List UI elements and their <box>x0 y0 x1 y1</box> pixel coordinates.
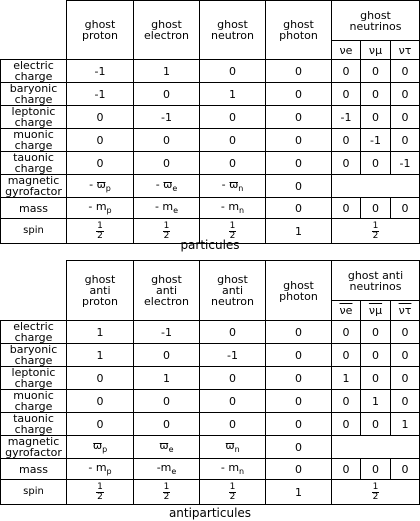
row-label-leptonic-charge: leptonic charge <box>1 106 67 129</box>
table-cell: -1 <box>67 60 134 83</box>
particles-caption: particules <box>180 238 240 252</box>
antineutrino-tau-header: $\overline{\nu\tau}$ <box>391 301 420 321</box>
table-row <box>1 198 420 219</box>
table-cell: 1 <box>361 390 391 413</box>
table-cell: 1 <box>134 367 200 390</box>
table-cell: 0 <box>266 198 332 219</box>
table-cell: - $m_p$ <box>67 198 134 219</box>
table-cell: 0 <box>134 344 200 367</box>
corner-cell <box>1 261 67 321</box>
antiparticles-caption: antiparticules <box>168 506 252 520</box>
table-cell: 0 <box>361 413 391 436</box>
table-cell: 0 <box>134 413 200 436</box>
row-label-electric-charge: electric charge <box>1 321 67 344</box>
table-cell: 1 <box>200 83 266 106</box>
table-cell: 0 <box>391 83 420 106</box>
table-cell: 0 <box>332 344 361 367</box>
table-cell: 0 <box>391 321 420 344</box>
table-cell: 1 <box>67 321 134 344</box>
table-cell: - $m_p$ <box>67 459 134 480</box>
particles-table <box>0 0 420 244</box>
empty-cell <box>332 175 420 198</box>
table-cell: 0 <box>332 459 361 480</box>
table-cell: 0 <box>332 129 361 152</box>
table-cell: 0 <box>266 344 332 367</box>
antineutrino-electron-header: $\overline{\nu e}$ <box>332 301 361 321</box>
one-half-fraction: $\frac{1}{2}$ <box>97 220 103 241</box>
table-cell: -1 <box>134 106 200 129</box>
table-row <box>1 459 420 480</box>
table-row <box>1 60 420 83</box>
table-row <box>1 152 420 175</box>
table-cell: 0 <box>332 152 361 175</box>
table-cell: 1 <box>391 413 420 436</box>
row-label-electric-charge: electric charge <box>1 60 67 83</box>
one-half-fraction: $\frac{1}{2}$ <box>163 481 170 502</box>
table-cell: 0 <box>134 129 200 152</box>
row-label-leptonic-charge: leptonic charge <box>1 367 67 390</box>
table-cell: 0 <box>332 321 361 344</box>
header-ghost-antineutrinos: ghost anti neutrinos <box>332 261 420 301</box>
neutrino-electron-header: νe <box>332 41 361 60</box>
table-cell: 0 <box>266 390 332 413</box>
table-row <box>1 344 420 367</box>
spin-cell <box>200 480 266 505</box>
table-cell: 0 <box>361 106 391 129</box>
header-ghost-antineutron: ghost anti neutron <box>200 261 266 321</box>
table-cell: 0 <box>361 321 391 344</box>
table-cell: 0 <box>391 106 420 129</box>
table-cell: 0 <box>361 367 391 390</box>
table-cell: 0 <box>67 152 134 175</box>
one-half-fraction: $\frac{1}{2}$ <box>97 481 103 502</box>
header-ghost-proton: ghost proton <box>67 1 134 60</box>
table-cell: -1 <box>332 106 361 129</box>
table-cell: 0 <box>391 367 420 390</box>
table-cell: -1 <box>67 83 134 106</box>
table-cell: 0 <box>200 367 266 390</box>
table-cell: 0 <box>200 390 266 413</box>
table-cell: 0 <box>391 198 420 219</box>
row-label-mass: mass <box>1 459 67 480</box>
table-row <box>1 436 420 459</box>
table-cell: 0 <box>361 459 391 480</box>
table-cell: 0 <box>67 390 134 413</box>
header-ghost-antielectron: ghost anti electron <box>134 261 200 321</box>
table-cell: 0 <box>200 106 266 129</box>
table-cell: 0 <box>200 413 266 436</box>
row-label-tauonic-charge: tauonic charge <box>1 413 67 436</box>
table-cell: 0 <box>134 390 200 413</box>
table-cell: 0 <box>361 83 391 106</box>
table-cell: - $m_e$ <box>134 198 200 219</box>
header-ghost-antiproton: ghost anti proton <box>67 261 134 321</box>
spin-cell: 1 <box>266 480 332 505</box>
table-cell: 0 <box>67 129 134 152</box>
table-cell: $ϖ_p$ <box>67 436 134 459</box>
table-row <box>1 367 420 390</box>
table-cell: 0 <box>266 175 332 198</box>
table-cell: 0 <box>391 129 420 152</box>
row-label-tauonic-charge: tauonic charge <box>1 152 67 175</box>
one-half-fraction: $\frac{1}{2}$ <box>372 481 379 502</box>
table-cell: 0 <box>361 198 391 219</box>
neutrino-muon-header: νμ <box>361 41 391 60</box>
table-cell: 0 <box>332 198 361 219</box>
table-cell: 0 <box>200 129 266 152</box>
table-cell: 0 <box>266 152 332 175</box>
table-cell: 0 <box>266 129 332 152</box>
table-row <box>1 413 420 436</box>
table-cell: $ϖ_n$ <box>200 436 266 459</box>
table-cell: 1 <box>332 367 361 390</box>
table-cell: 0 <box>266 367 332 390</box>
table-cell: 0 <box>266 413 332 436</box>
antiparticles-body <box>1 321 420 505</box>
table-cell: - $m_n$ <box>200 459 266 480</box>
table-cell: -1 <box>200 344 266 367</box>
corner-cell <box>1 1 67 60</box>
table-cell: - $ϖ_p$ <box>67 175 134 198</box>
table-cell: 0 <box>266 83 332 106</box>
header-ghost-electron: ghost electron <box>134 1 200 60</box>
spin-cell <box>67 480 134 505</box>
one-half-fraction: $\frac{1}{2}$ <box>229 220 236 241</box>
table-cell: 0 <box>200 152 266 175</box>
row-label-mass: mass <box>1 198 67 219</box>
table-cell: -1 <box>361 129 391 152</box>
table-cell: 1 <box>134 60 200 83</box>
table-cell: 1 <box>67 344 134 367</box>
table-cell: 0 <box>361 344 391 367</box>
row-label-baryonic-charge: baryonic charge <box>1 83 67 106</box>
table-row <box>1 321 420 344</box>
table-cell: 0 <box>67 106 134 129</box>
spin-cell: 1 <box>266 219 332 244</box>
table-cell: 0 <box>200 60 266 83</box>
table-cell: 0 <box>332 83 361 106</box>
row-label-magnetic-gyrofactor: magnetic gyrofactor <box>1 436 67 459</box>
header-ghost-photon: ghost photon <box>266 261 332 321</box>
table-cell: 0 <box>391 344 420 367</box>
one-half-fraction: $\frac{1}{2}$ <box>372 220 379 241</box>
table-cell: 0 <box>332 60 361 83</box>
one-half-fraction: $\frac{1}{2}$ <box>163 220 170 241</box>
table-cell: 0 <box>391 60 420 83</box>
table-cell: 0 <box>361 152 391 175</box>
table-cell: $ϖ_e$ <box>134 436 200 459</box>
table-row <box>1 83 420 106</box>
table-cell: 0 <box>67 367 134 390</box>
table-cell: 0 <box>266 106 332 129</box>
table-cell: - $ϖ_e$ <box>134 175 200 198</box>
table-cell: -1 <box>391 152 420 175</box>
table-cell: 0 <box>266 459 332 480</box>
neutrino-tau-header: ντ <box>391 41 420 60</box>
table-cell: 0 <box>391 390 420 413</box>
row-label-spin: spin <box>1 219 67 244</box>
header-ghost-neutron: ghost neutron <box>200 1 266 60</box>
table-row <box>1 390 420 413</box>
spin-cell <box>332 480 420 505</box>
antineutrino-muon-header: $\overline{\nu\mu}$ <box>361 301 391 321</box>
header-ghost-neutrinos: ghost neutrinos <box>332 1 420 41</box>
spin-row <box>1 480 420 505</box>
table-cell: 0 <box>266 436 332 459</box>
table-row <box>1 175 420 198</box>
table-cell: 0 <box>332 390 361 413</box>
row-label-spin: spin <box>1 480 67 505</box>
row-label-baryonic-charge: baryonic charge <box>1 344 67 367</box>
antiparticles-table <box>0 260 420 505</box>
table-cell: 0 <box>134 83 200 106</box>
table-cell: 0 <box>266 60 332 83</box>
row-label-magnetic-gyrofactor: magnetic gyrofactor <box>1 175 67 198</box>
row-label-muonic-charge: muonic charge <box>1 129 67 152</box>
table-cell: 0 <box>134 152 200 175</box>
row-label-muonic-charge: muonic charge <box>1 390 67 413</box>
particles-body <box>1 60 420 244</box>
header-ghost-photon: ghost photon <box>266 1 332 60</box>
table-cell: 0 <box>67 413 134 436</box>
table-cell: - $m_n$ <box>200 198 266 219</box>
table-cell: 0 <box>266 321 332 344</box>
table-cell: 0 <box>332 413 361 436</box>
spin-cell <box>134 480 200 505</box>
table-cell: 0 <box>361 60 391 83</box>
table-row <box>1 106 420 129</box>
table-cell: 0 <box>391 459 420 480</box>
table-cell: -1 <box>134 321 200 344</box>
table-row <box>1 129 420 152</box>
one-half-fraction: $\frac{1}{2}$ <box>229 481 236 502</box>
table-cell: - $ϖ_n$ <box>200 175 266 198</box>
table-cell: 0 <box>200 321 266 344</box>
table-cell: $-m_e$ <box>134 459 200 480</box>
empty-cell <box>332 436 420 459</box>
